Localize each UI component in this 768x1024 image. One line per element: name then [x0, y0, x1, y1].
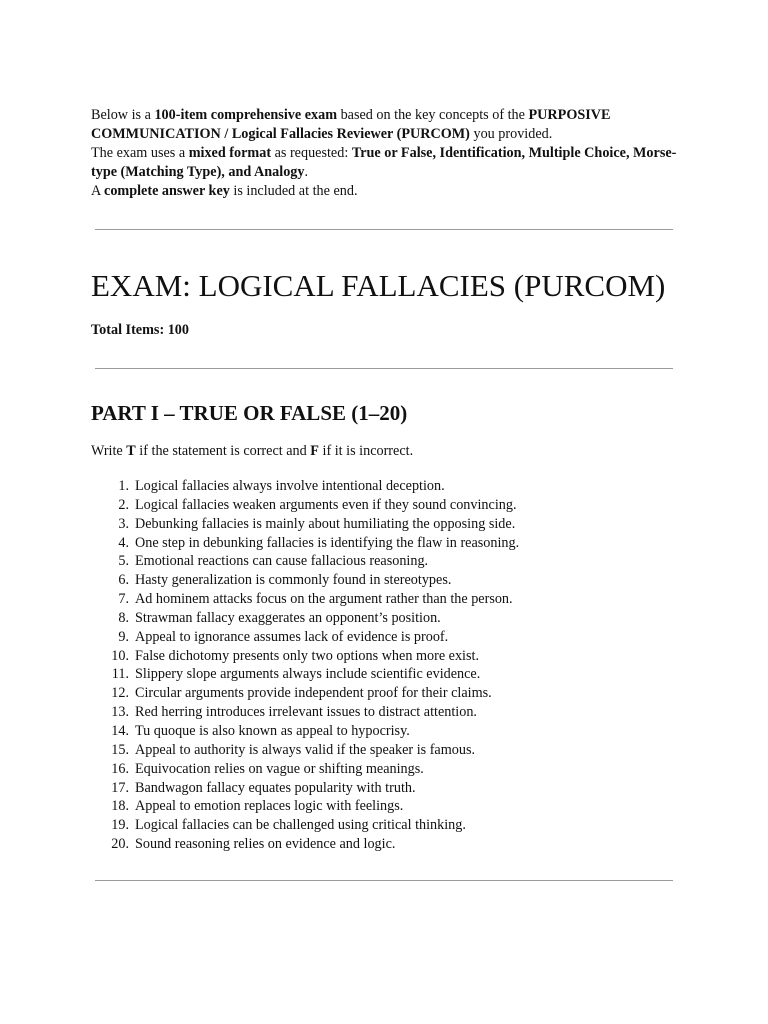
list-item: 9. Appeal to ignorance assumes lack of evidence is proof.: [118, 628, 449, 645]
intro-paragraph-3: A complete answer key is included at the end.: [91, 183, 358, 199]
list-item: 18. Appeal to emotion replaces logic with feelings.: [111, 798, 404, 815]
part-1-title: PART I – TRUE OR FALSE (1–20): [91, 401, 408, 425]
list-item: 12. Circular arguments provide independent proof for their claims.: [111, 685, 492, 702]
list-item: 17. Bandwagon fallacy equates popularity with truth.: [111, 779, 416, 796]
intro-section: [91, 106, 681, 201]
part-1-instruction: Write T if the statement is correct and F if it is incorrect.: [91, 443, 414, 459]
list-item: 19. Logical fallacies can be challenged using critical thinking.: [111, 817, 466, 834]
horizontal-divider: [95, 880, 673, 881]
intro-emphasis-reviewer: PURPOSIVE COMMUNICATION / Logical Fallacies Reviewer (PURCOM): [91, 107, 611, 142]
intro-emphasis-answer-key: complete answer key: [104, 183, 230, 199]
true-false-list: [91, 477, 519, 854]
total-items: Total Items: 100: [91, 322, 189, 338]
intro-emphasis-types: True or False, Identification, Multiple Choice, Morse-type (Matching Type), and Analogy: [91, 145, 677, 180]
intro-paragraph-2: The exam uses a mixed format as requested: True or False, Identification, Multiple Choice, Morse-type (Matching Type), and Analogy.: [91, 145, 677, 180]
intro-emphasis-format: mixed format: [188, 145, 272, 161]
horizontal-divider: [95, 368, 673, 369]
list-item: 5. Emotional reactions can cause fallacious reasoning.: [118, 553, 429, 570]
exam-title: EXAM: LOGICAL FALLACIES (PURCOM): [91, 268, 666, 303]
list-item: 8. Strawman fallacy exaggerates an opponent’s position.: [118, 609, 441, 626]
list-item: 15. Appeal to authority is always valid if the speaker is famous.: [111, 741, 476, 758]
list-item: 11. Slippery slope arguments always include scientific evidence.: [111, 666, 481, 683]
list-item: 7. Ad hominem attacks focus on the argument rather than the person.: [118, 591, 513, 608]
list-item: 4. One step in debunking fallacies is identifying the flaw in reasoning.: [118, 534, 520, 551]
list-item: 2. Logical fallacies weaken arguments even if they sound convincing.: [118, 496, 517, 513]
list-item: 16. Equivocation relies on vague or shifting meanings.: [111, 760, 424, 777]
list-item: 14. Tu quoque is also known as appeal to hypocrisy.: [111, 722, 410, 739]
list-item: 10. False dichotomy presents only two options when more exist.: [111, 647, 480, 664]
horizontal-divider: [95, 229, 673, 230]
intro-paragraph-1: Below is a 100-item comprehensive exam based on the key concepts of the PURPOSIVE COMMUNICATION / Logical Fallacies Reviewer (PURCOM) you provided.: [91, 107, 611, 142]
list-item: 6. Hasty generalization is commonly found in stereotypes.: [118, 572, 452, 589]
list-item: 13. Red herring introduces irrelevant issues to distract attention.: [111, 704, 477, 721]
list-item: 20. Sound reasoning relies on evidence and logic.: [111, 836, 396, 853]
list-item: 3. Debunking fallacies is mainly about humiliating the opposing side.: [118, 515, 516, 532]
intro-emphasis-exam: 100-item comprehensive exam: [154, 107, 338, 123]
list-item: 1. Logical fallacies always involve intentional deception.: [118, 478, 445, 494]
